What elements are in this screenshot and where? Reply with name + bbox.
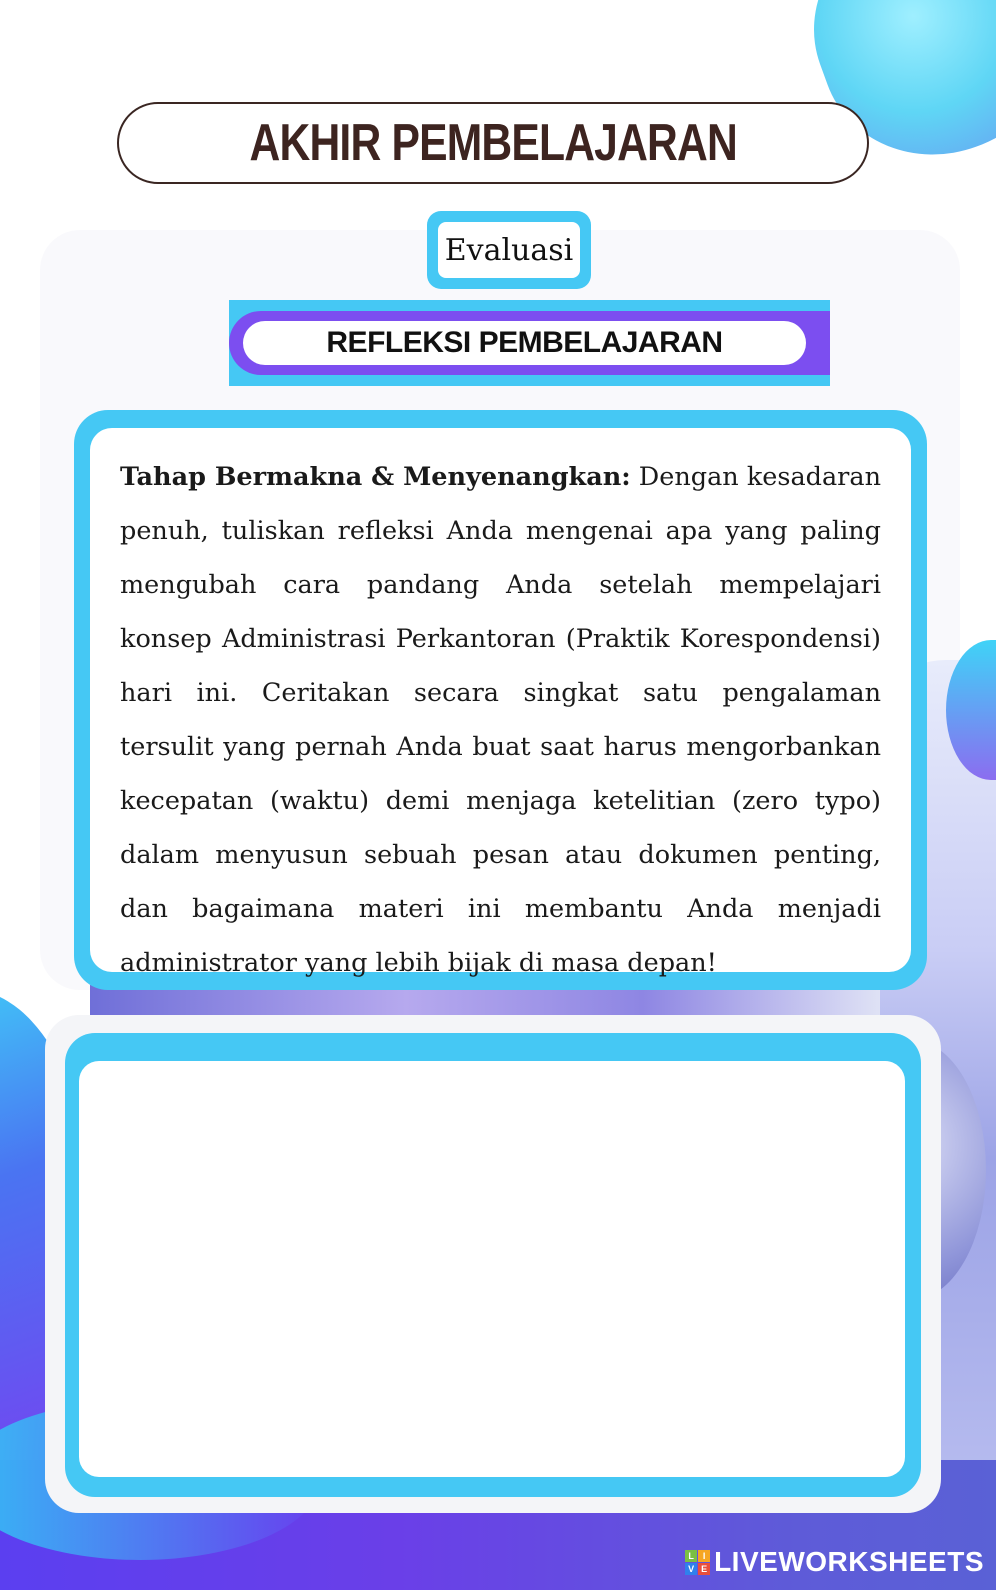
section-banner-band (229, 311, 830, 375)
evaluasi-badge-inner (438, 222, 580, 278)
question-text (120, 450, 881, 990)
liveworksheets-logo-icon (685, 1550, 710, 1575)
logo-letter: V (685, 1563, 697, 1575)
question-card-inner (90, 428, 911, 978)
section-title-pill (243, 321, 806, 365)
watermark-text: LIVEWORKSHEETS (714, 1546, 984, 1577)
section-banner (229, 300, 830, 386)
logo-letter: E (698, 1563, 710, 1575)
section-title: REFLEKSI PEMBELAJARAN (326, 326, 723, 359)
liveworksheets-watermark (685, 1546, 984, 1578)
question-card (74, 410, 927, 990)
page-title: AKHIR PEMBELAJARAN (249, 114, 737, 172)
logo-letter: I (698, 1550, 710, 1562)
answer-textarea[interactable] (79, 1061, 905, 1477)
evaluasi-badge (427, 211, 591, 289)
question-body: Dengan kesadaran penuh, tuliskan refleksi Anda mengenai apa yang paling mengubah cara pandang Anda setelah mempelajari konsep Administrasi Perkantoran (Praktik Korespondensi) hari ini. Ceritakan secara singkat satu pengalaman tersulit yang pernah Anda buat saat harus mengorbankan kecepatan (waktu) demi menjaga ketelitian (zero typo) dalam menyusun sebuah pesan atau dokumen penting, dan bagaimana materi ini membantu Anda menjadi administrator yang lebih bijak di masa depan! (120, 462, 881, 978)
evaluasi-label: Evaluasi (444, 232, 574, 268)
answer-card (65, 1033, 921, 1497)
question-lead: Tahap Bermakna & Menyenangkan: (120, 462, 631, 492)
logo-letter: L (685, 1550, 697, 1562)
page-title-pill (117, 102, 869, 184)
answer-frame (45, 1015, 941, 1513)
